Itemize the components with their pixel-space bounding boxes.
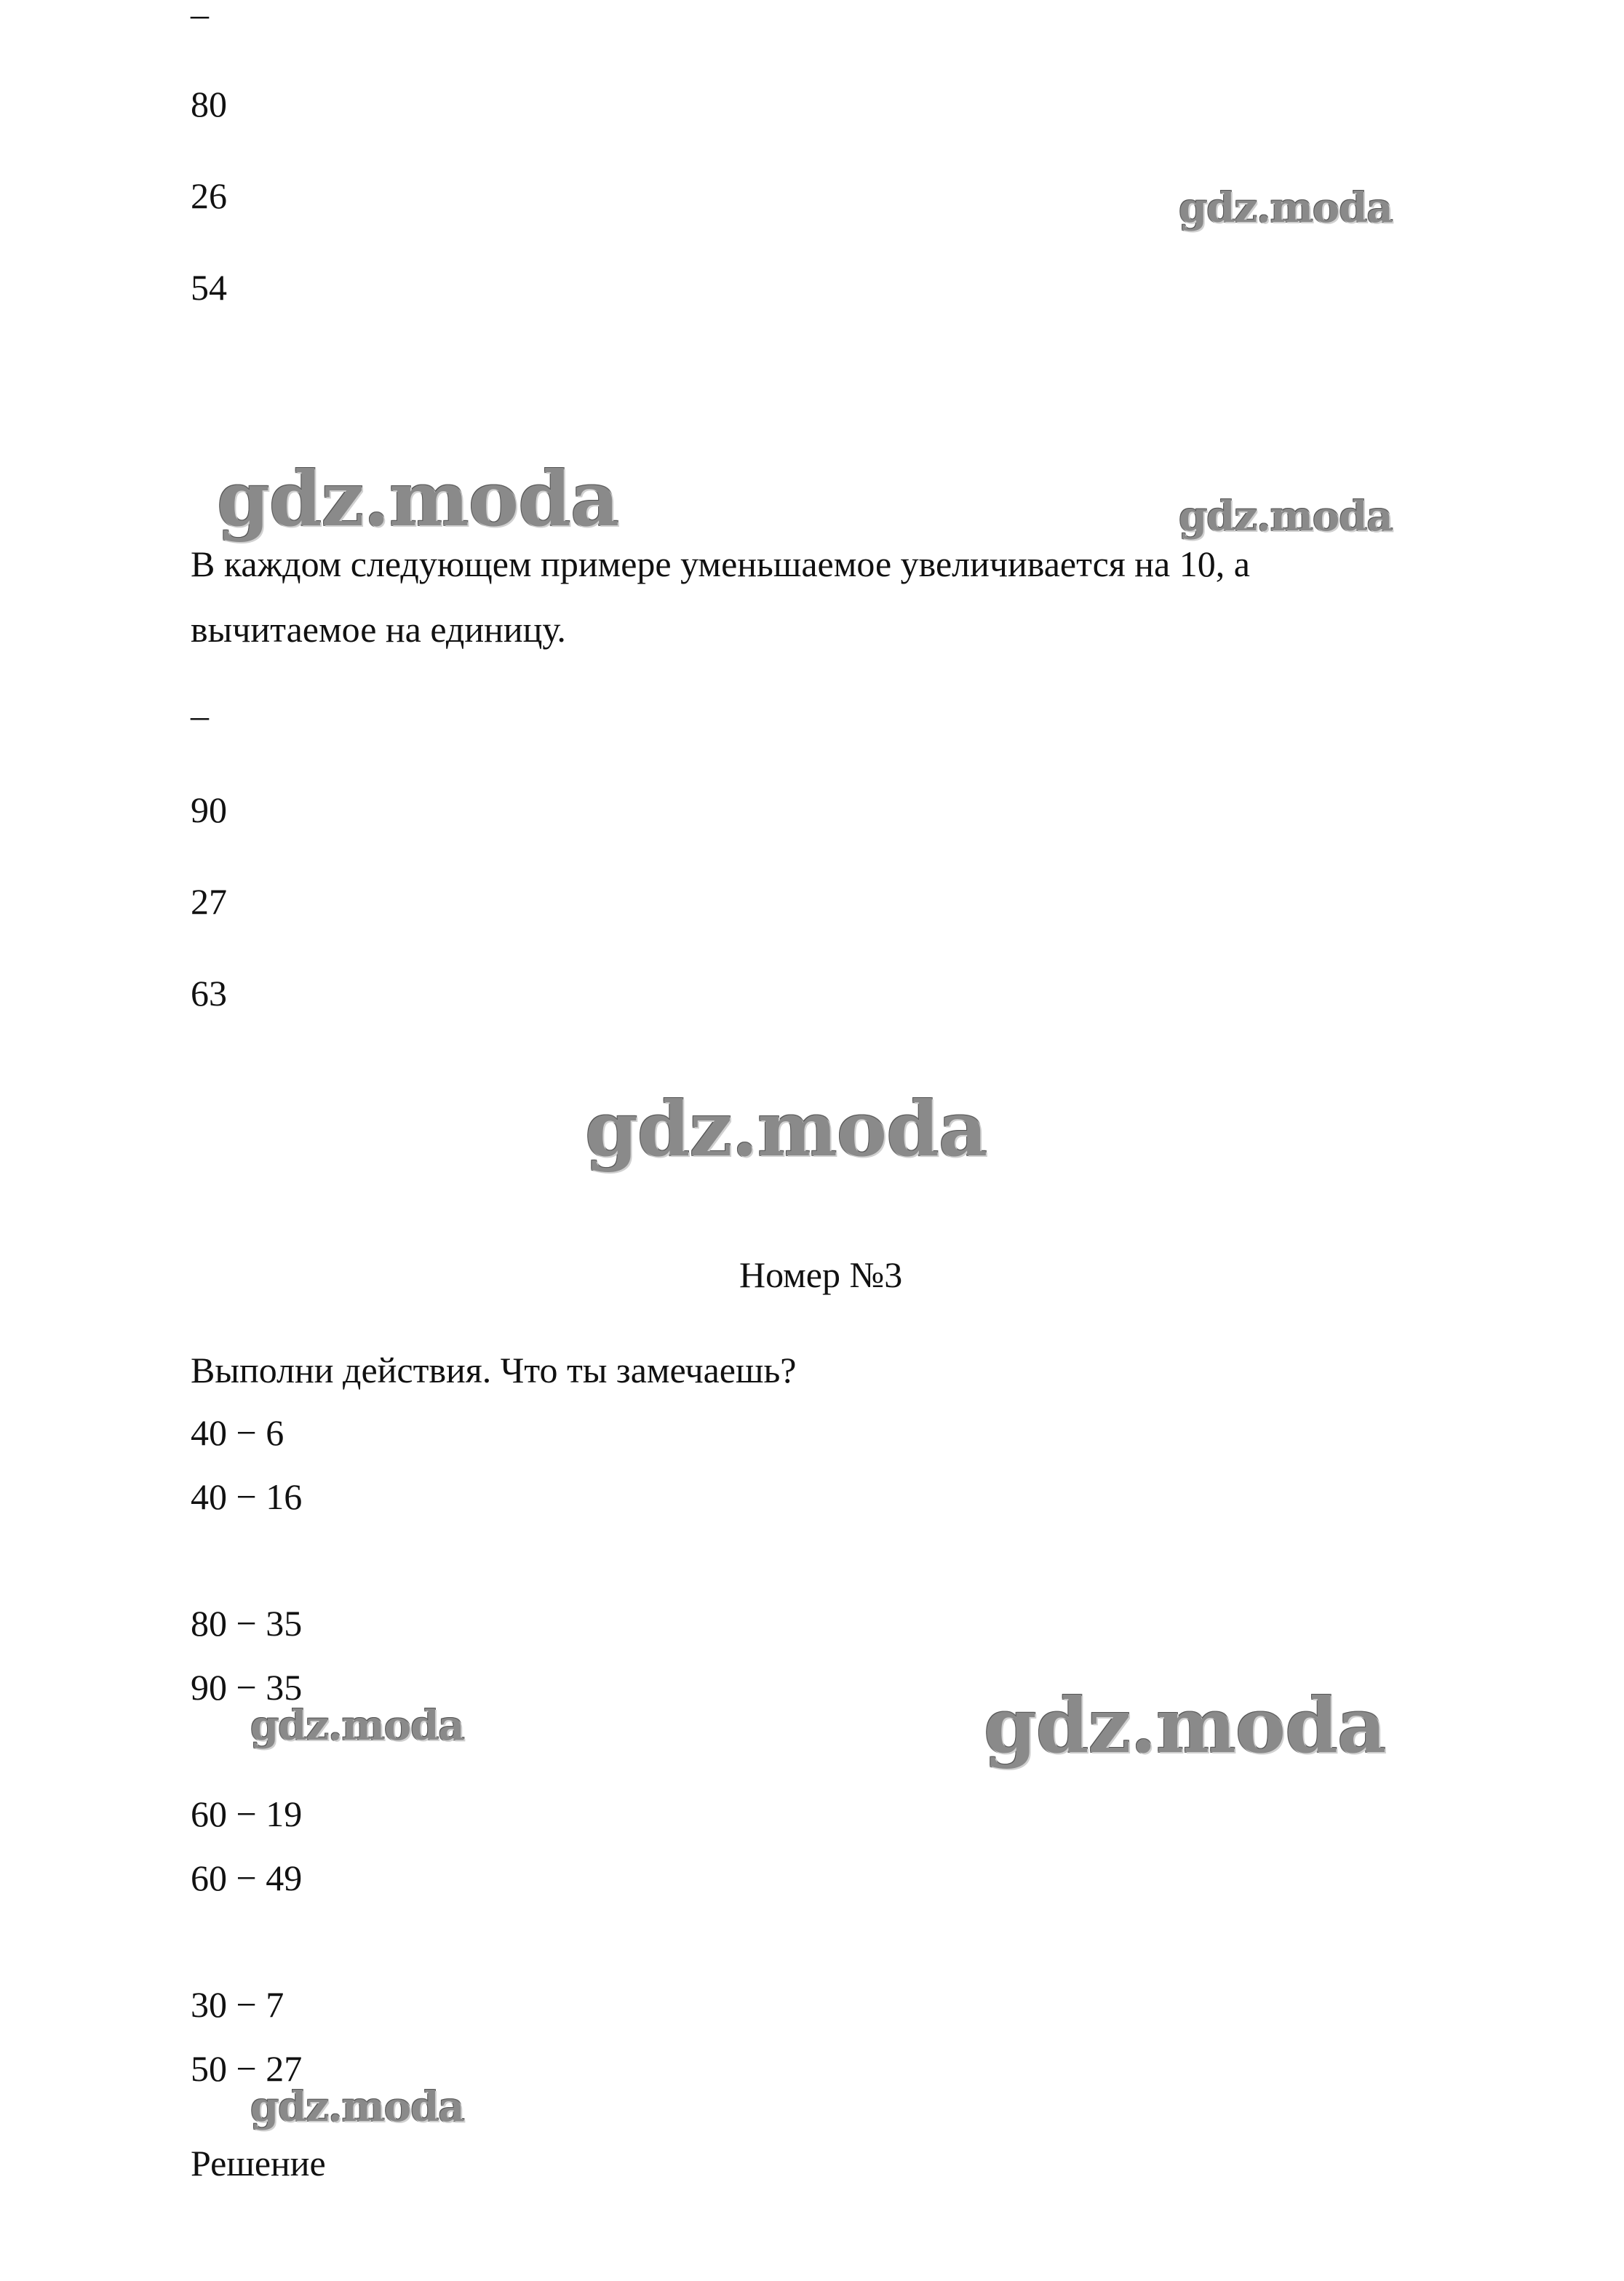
- expression-3: 80 − 35: [191, 1603, 303, 1644]
- explanation-line-2: вычитаемое на единицу.: [191, 609, 566, 650]
- expression-6: 60 − 49: [191, 1858, 303, 1898]
- expression-7: 30 − 7: [191, 1984, 284, 2025]
- block1-difference: 54: [191, 267, 227, 308]
- expression-5: 60 − 19: [191, 1794, 303, 1834]
- block2-subtrahend: 27: [191, 881, 227, 922]
- block1-subtrahend: 26: [191, 175, 227, 216]
- task-heading: Номер №3: [739, 1254, 903, 1295]
- watermark-logo: gdz.moda: [1179, 493, 1393, 541]
- block2-minuend: 90: [191, 789, 227, 830]
- expression-4: 90 − 35: [191, 1667, 303, 1708]
- watermark-logo: gdz.moda: [585, 1084, 987, 1174]
- watermark-logo: gdz.moda: [1179, 184, 1393, 232]
- block1-minuend: 80: [191, 84, 227, 124]
- watermark-logo: gdz.moda: [250, 1702, 464, 1750]
- watermark-logo: gdz.moda: [217, 454, 619, 544]
- task-prompt: Выполни действия. Что ты замечаешь?: [191, 1350, 797, 1390]
- block1-operator: –: [191, 0, 209, 34]
- expression-1: 40 − 6: [191, 1412, 284, 1453]
- expression-2: 40 − 16: [191, 1476, 303, 1517]
- block2-operator: –: [191, 695, 209, 736]
- watermark-logo: gdz.moda: [984, 1681, 1386, 1770]
- expression-8: 50 − 27: [191, 2048, 303, 2089]
- solution-label: Решение: [191, 2143, 326, 2184]
- watermark-logo: gdz.moda: [250, 2083, 464, 2131]
- explanation-line-1: В каждом следующем примере уменьшаемое увеличивается на 10, а: [191, 544, 1250, 584]
- block2-difference: 63: [191, 973, 227, 1014]
